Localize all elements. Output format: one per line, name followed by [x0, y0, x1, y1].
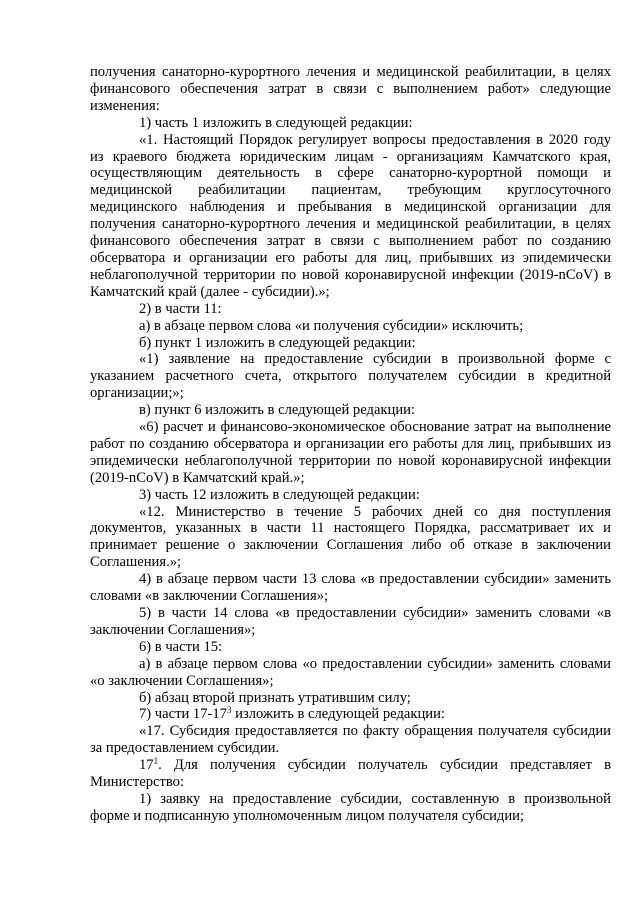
- paragraph-text: . Для получения субсидии получатель субсидии представляет в Министерство:: [90, 757, 611, 791]
- paragraph: а) в абзаце первом слова «о предоставлении субсидии» заменить словами «о заключении Соглашения»;: [90, 655, 611, 689]
- paragraph-text: 17: [139, 757, 154, 774]
- paragraph: б) пункт 1 изложить в следующей редакции:: [139, 334, 416, 351]
- paragraph: 1) часть 1 изложить в следующей редакции:: [139, 114, 413, 131]
- paragraph: 2) в части 11:: [139, 300, 222, 317]
- paragraph: в) пункт 6 изложить в следующей редакции:: [139, 402, 415, 419]
- paragraph: 3) часть 12 изложить в следующей редакции:: [139, 486, 420, 503]
- paragraph: 5) в части 14 слова «в предоставлении субсидии» заменить словами «в заключении Соглашения»;: [90, 605, 611, 638]
- paragraph: 4) в абзаце первом части 13 слова «в предоставлении субсидии» заменить словами «в заключении Соглашения»;: [90, 571, 611, 605]
- paragraph-text: изложить в следующей редакции:: [231, 706, 445, 723]
- superscript: 1: [153, 756, 159, 767]
- paragraph: 1) заявку на предоставление субсидии, составленную в произвольной форме и подписанную уполномоченным лицом получателя субсидии;: [90, 790, 611, 824]
- paragraph: а) в абзаце первом слова «и получения субсидии» исключить;: [139, 317, 524, 334]
- document-text: [90, 64, 611, 825]
- superscript: 3: [226, 705, 232, 716]
- paragraph: [90, 706, 611, 723]
- paragraph: 6) в части 15:: [139, 638, 223, 655]
- paragraph: «1) заявление на предоставление субсидии в произвольной форме с указанием расчетного счета, открытого получателем субсидии в кредитной организации;»;: [90, 351, 611, 402]
- paragraph-text: 7) части 17-17: [139, 706, 227, 723]
- paragraph: б) абзац второй признать утратившим силу;: [139, 689, 411, 706]
- paragraph: «12. Министерство в течение 5 рабочих дней со дня поступления документов, указанных в части 11 настоящего Порядка, рассматривает их и принимает решение о заключении Соглашения либо об отказе в заключении Соглашения.»;: [90, 503, 611, 571]
- paragraph: получения санаторно-курортного лечения и медицинской реабилитации, в целях финансового обеспечения затрат в связи с выполнением работ» следующие изменения:: [90, 64, 611, 114]
- paragraph: «1. Настоящий Порядок регулирует вопросы предоставления в 2020 году из краевого бюджета юридическим лицам - организациям Камчатского края, осуществляющим деятельность в сфере санаторно-курортной помощи и медицинской реабилитации пациентам, требующим круглосуточного медицинского наблюдения и пребывания в медицинской организации для получения санаторно-курортного лечения и медицинской реабилитации, в целях финансового обеспечения затрат в связи с выполнением работ по созданию обсерватора и организации его работы для лиц, прибывших из эпидемически неблагополучной территории по новой коронавирусной инфекции (2019-nCoV) в Камчатский край (далее - субсидии).»;: [90, 131, 611, 300]
- paragraph: [90, 757, 611, 791]
- paragraph: «17. Субсидия предоставляется по факту обращения получателя субсидии за предоставлением субсидии.: [90, 723, 611, 757]
- paragraph: «6) расчет и финансово-экономическое обоснование затрат на выполнение работ по созданию обсерватора и организации его работы для лиц, прибывших из эпидемически неблагополучной территории по новой коронавирусной инфекции (2019-nCoV) в Камчатский край.»;: [90, 419, 611, 486]
